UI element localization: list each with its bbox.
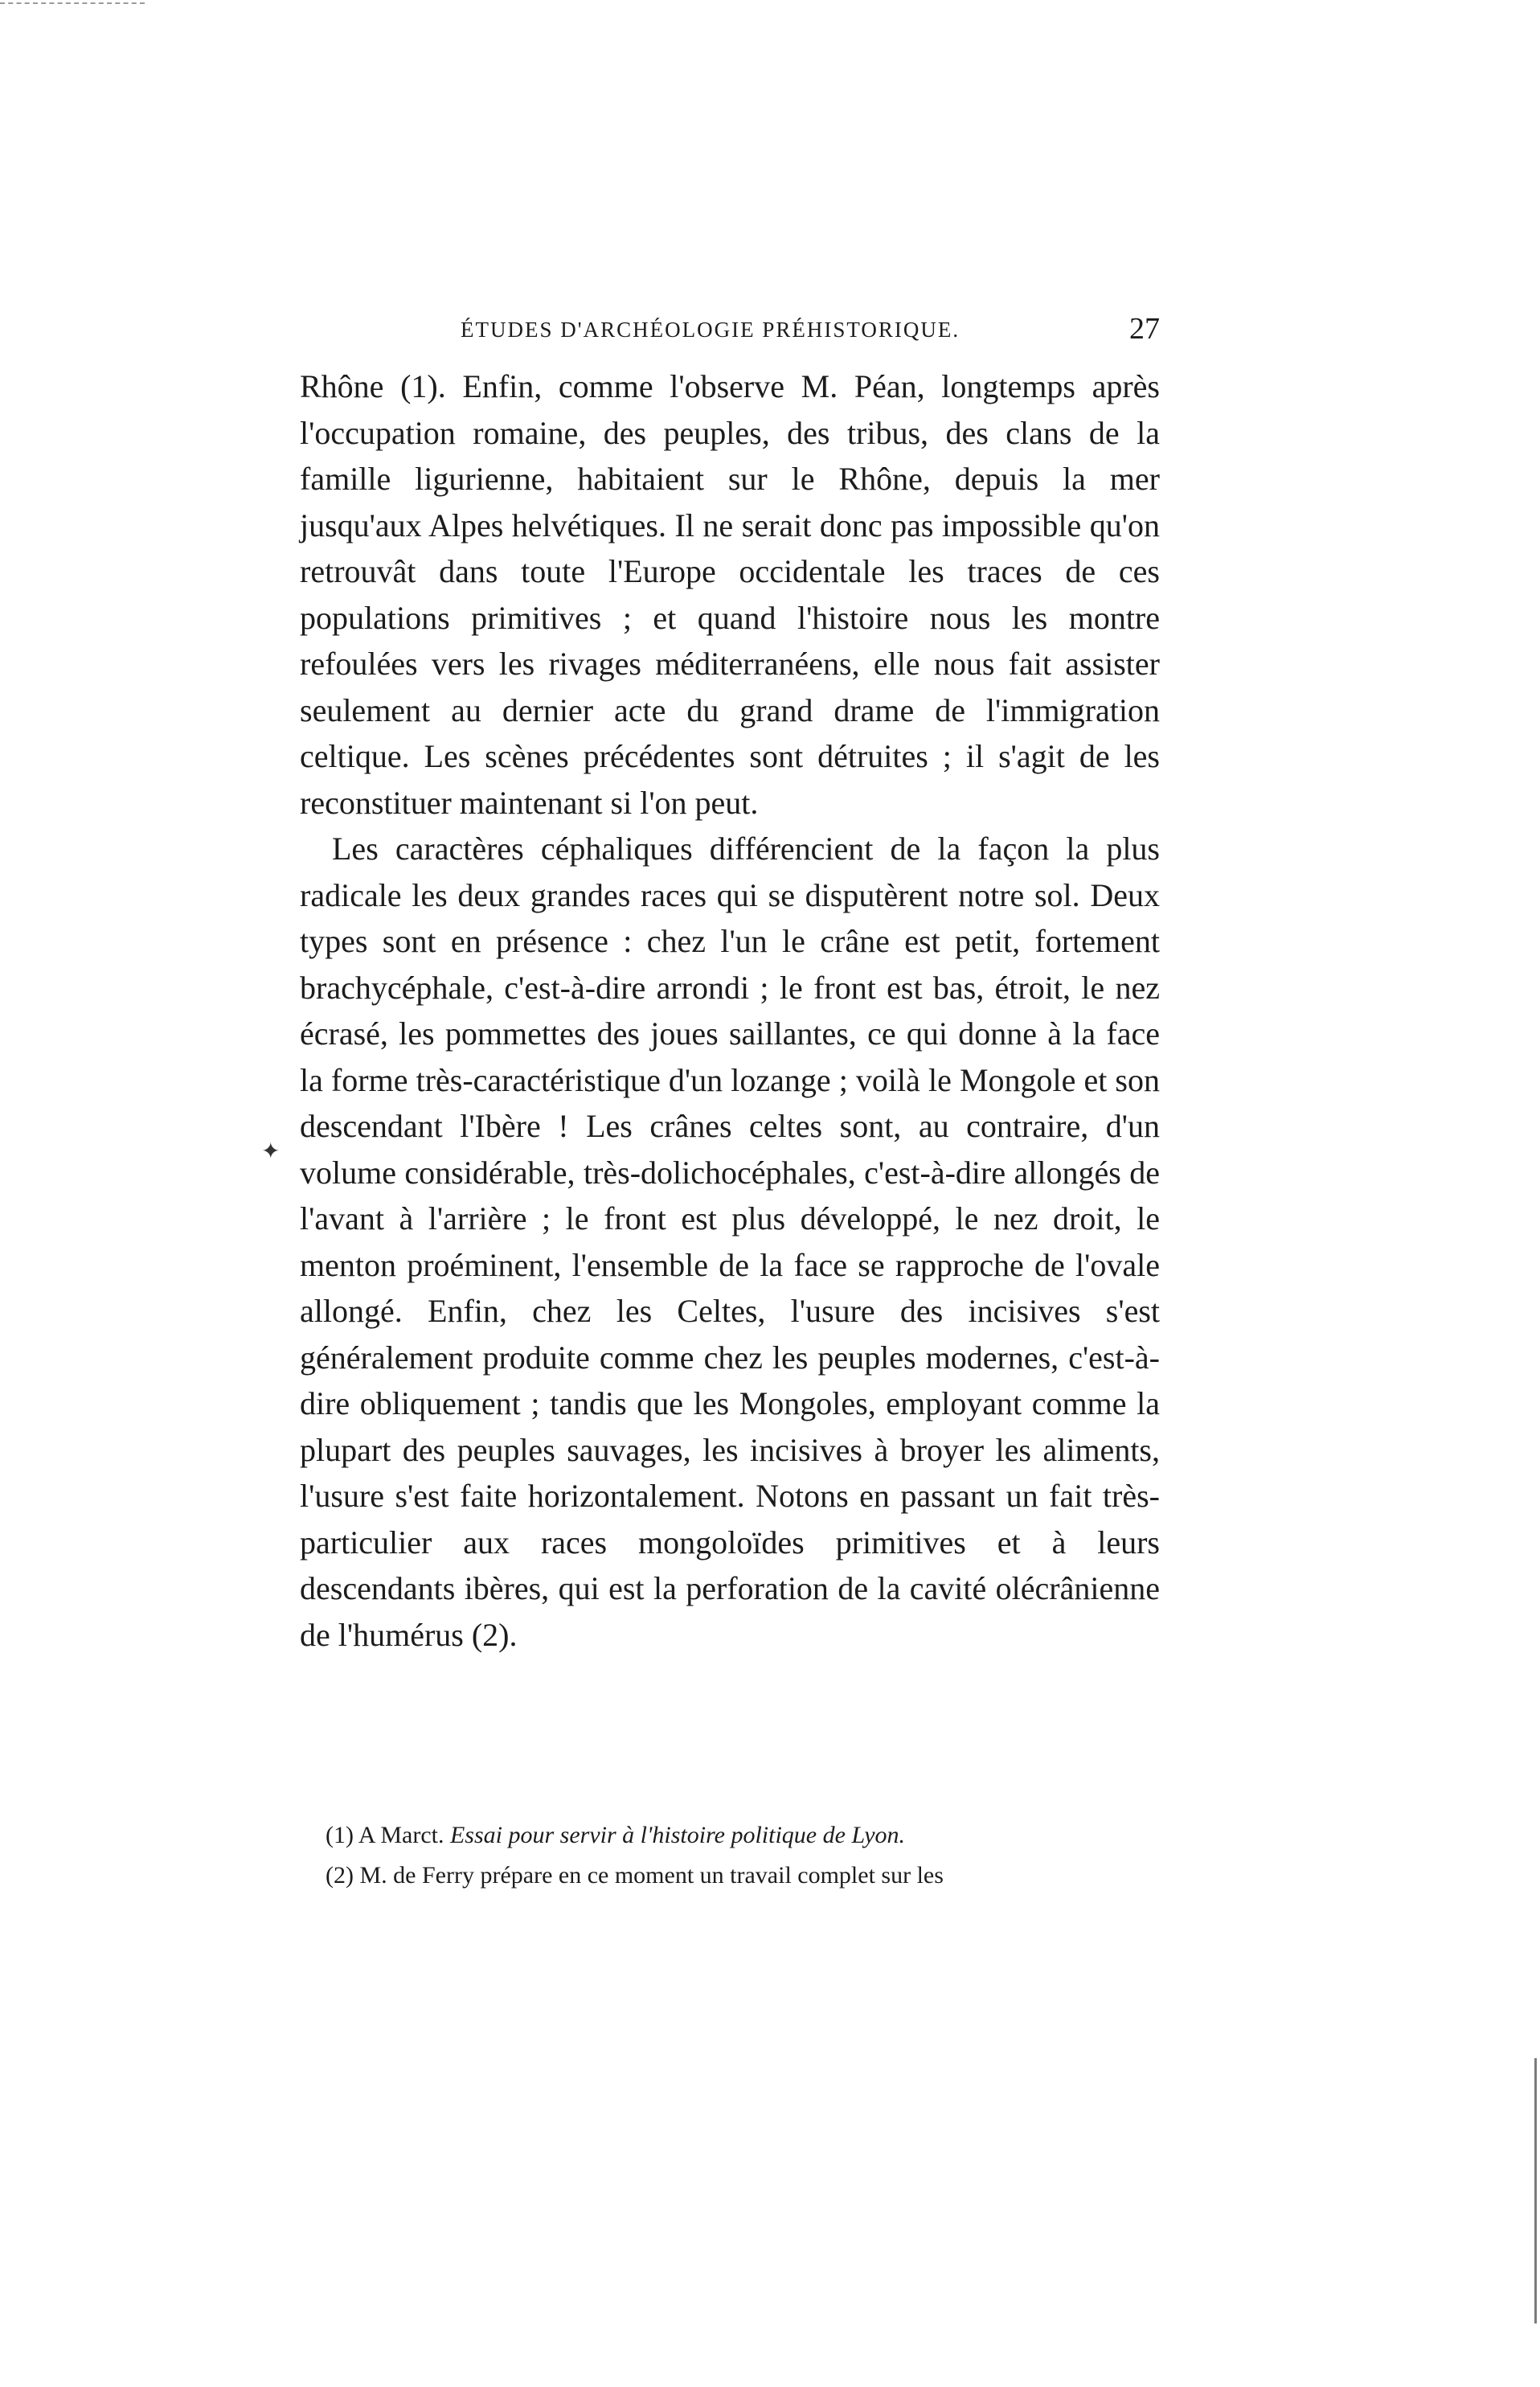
footnote-marker: (1): [326, 1822, 354, 1848]
footnote-1: [300, 1815, 1160, 1856]
page-header: [300, 311, 1160, 351]
footnote-text: M. de Ferry prépare en ce moment un travail complet sur les: [359, 1862, 944, 1889]
scan-edge-marks: [1530, 2058, 1537, 2323]
footnotes: [300, 1815, 1160, 1896]
stray-ink-mark: ✦: [261, 1139, 281, 1164]
footnote-marker: (2): [326, 1862, 354, 1889]
footnote-title: Essai pour servir à l'histoire politique de Lyon.: [449, 1822, 906, 1848]
running-title: ÉTUDES D'ARCHÉOLOGIE PRÉHISTORIQUE.: [461, 318, 960, 342]
body-text: [300, 363, 1160, 1658]
scan-edge-rule: [0, 2, 145, 4]
paragraph-continuation: Rhône (1). Enfin, comme l'observe M. Péan, longtemps après l'occupation romaine, des peuples, des tribus, des clans de la famille ligurienne, habitaient sur le Rhône, depuis la mer jusqu'aux Alpes helvétiques. Il ne serait donc pas impossible qu'on retrouvât dans toute l'Europe occidentale les traces de ces populations primitives ; et quand l'histoire nous les montre refoulées vers les rivages méditerranéens, elle nous fait assister seulement au dernier acte du grand drame de l'immigration celtique. Les scènes précédentes sont détruites ; il s'agit de les reconstituer maintenant si l'on peut.: [300, 368, 1160, 821]
page-number: 27: [1129, 312, 1160, 346]
footnote-author: A Marct.: [358, 1822, 444, 1848]
paragraph-cephalic: Les caractères céphaliques différencient de la façon la plus radicale les deux grandes races qui se disputèrent notre sol. Deux types sont en présence : chez l'un le crâne est petit, fortement brachycéphale, c'est-à-dire arrondi ; le front est bas, étroit, le nez écrasé, les pommettes des joues saillantes, ce qui donne à la face la forme très-caractéristique d'un lozange ; voilà le Mongole et son descendant l'Ibère ! Les crânes celtes sont, au contraire, d'un volume considérable, très-dolichocéphales, c'est-à-dire allongés de l'avant à l'arrière ; le front est plus développé, le nez droit, le menton proéminent, l'ensemble de la face se rapproche de l'ovale allongé. Enfin, chez les Celtes, l'usure des incisives s'est généralement produite comme chez les peuples modernes, c'est-à-dire obliquement ; tandis que les Mongoles, employant comme la plupart des peuples sauvages, les incisives à broyer les aliments, l'usure s'est faite horizontalement. Notons en passant un fait très-particulier aux races mongoloïdes primitives et à leurs descendants ibères, qui est la perforation de la cavité olécrânienne de l'humérus (2).: [300, 831, 1160, 1653]
footnote-2: [300, 1856, 1160, 1896]
